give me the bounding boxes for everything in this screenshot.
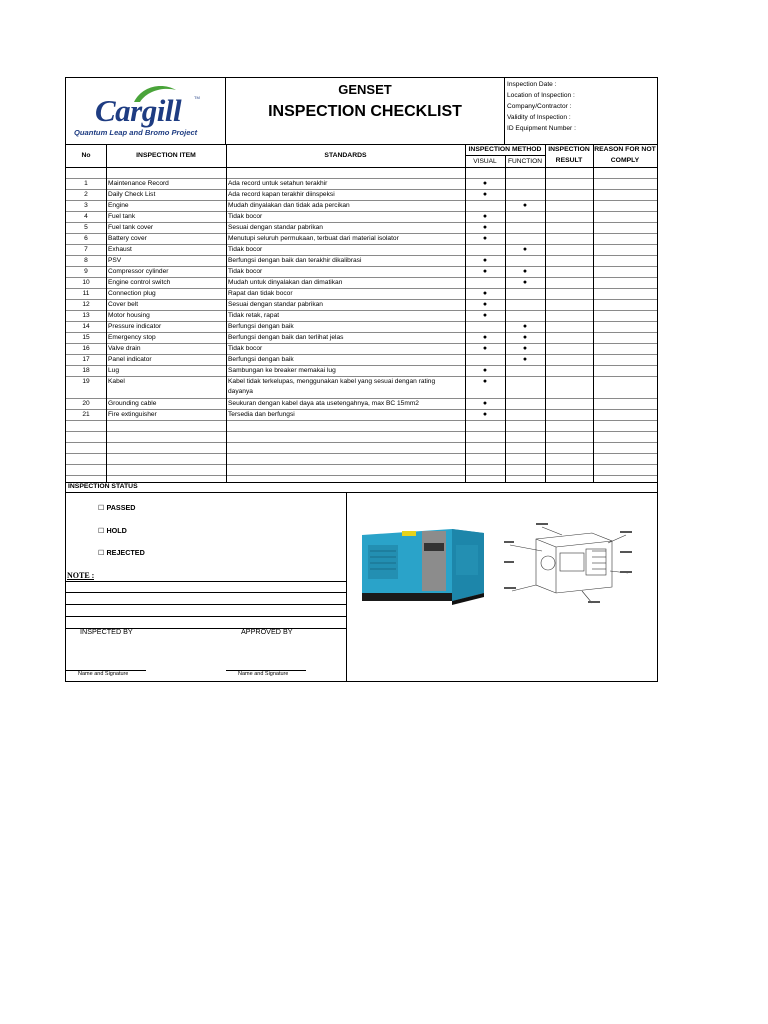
row-number: 21 [82, 411, 90, 418]
row-standard: Sesuai dengan standar pabrikan [228, 224, 323, 231]
row-standard: Berfungsi dengan baik dan terakhir dikalibrasi [228, 257, 362, 264]
col-inspection-item: INSPECTION ITEM [136, 152, 196, 159]
inspected-name-signature: Name and Signature [78, 671, 129, 677]
row-function-mark: ● [522, 334, 528, 341]
col-reason-1: REASON FOR NOT [594, 146, 656, 153]
row-item: Connection plug [108, 290, 156, 297]
row-standard: Tersedia dan berfungsi [228, 411, 295, 418]
row-number: 1 [84, 180, 88, 187]
row-visual-mark: ● [482, 367, 488, 374]
row-item: Grounding cable [108, 400, 157, 407]
approved-by-label: APPROVED BY [241, 627, 293, 636]
col-function: FUNCTION [507, 158, 543, 165]
company-label: Company/Contractor : [507, 103, 572, 110]
row-number: 9 [84, 268, 88, 275]
row-number: 2 [84, 191, 88, 198]
row-item: Maintenance Record [108, 180, 169, 187]
row-function-mark: ● [522, 356, 528, 363]
rejected-label: REJECTED [106, 548, 145, 557]
row-number: 5 [84, 224, 88, 231]
row-visual-mark: ● [482, 312, 488, 319]
passed-label: PASSED [106, 503, 136, 512]
row-item: Cover belt [108, 301, 139, 308]
row-function-mark: ● [522, 323, 528, 330]
row-standard: Tidak bocor [228, 213, 263, 220]
status-option-rejected[interactable] [98, 548, 145, 557]
row-item: Valve drain [108, 345, 141, 352]
row-number: 3 [84, 202, 88, 209]
row-number: 16 [82, 345, 90, 352]
inspection-info [507, 79, 657, 134]
row-standard: Sesuai dengan standar pabrikan [228, 301, 323, 308]
row-item: Daily Check List [108, 191, 156, 198]
row-visual-mark: ● [482, 411, 488, 418]
col-standards: STANDARDS [324, 152, 367, 159]
passed-checkbox[interactable]: ☐ [98, 503, 105, 512]
row-standard: Kabel tidak terkelupas, menggunakan kabel yang sesuai dengan rating [228, 378, 436, 385]
col-reason-2: COMPLY [610, 157, 640, 164]
rejected-checkbox[interactable]: ☐ [98, 548, 105, 557]
row-standard: Berfungsi dengan baik dan terlihat jelas [228, 334, 344, 341]
row-item: Fuel tank [108, 213, 136, 220]
row-item: Kabel [108, 378, 125, 385]
col-inspection-method: INSPECTION METHOD [468, 146, 542, 153]
genset-exploded-diagram-icon [502, 521, 634, 607]
row-standard: Mudah dinyalakan dan tidak ada percikan [228, 202, 350, 209]
col-result-1: INSPECTION [548, 146, 590, 153]
row-item: Lug [108, 367, 120, 374]
hold-label: HOLD [106, 526, 127, 535]
row-number: 7 [84, 246, 88, 253]
row-number: 15 [82, 334, 90, 341]
approved-name-signature: Name and Signature [238, 671, 289, 677]
row-standard: Ada record kapan terakhir diinspeksi [228, 191, 335, 198]
row-standard: Tidak bocor [228, 246, 263, 253]
row-standard: Berfungsi dengan baik [228, 356, 294, 363]
col-no: No [81, 152, 91, 159]
row-item: Emergency stop [108, 334, 156, 341]
row-item: Engine control switch [108, 279, 171, 286]
row-item: PSV [108, 257, 122, 264]
row-function-mark: ● [522, 202, 528, 209]
row-standard: Menutupi seluruh permukaan, terbuat dari material isolator [228, 235, 399, 242]
row-number: 4 [84, 213, 88, 220]
logo-trademark: TM [194, 95, 200, 100]
row-item: Compressor cylinder [108, 268, 169, 275]
title-genset: GENSET [338, 82, 392, 97]
genset-photo [356, 521, 488, 607]
row-number: 13 [82, 312, 90, 319]
col-visual: VISUAL [473, 158, 497, 165]
row-visual-mark: ● [482, 180, 488, 187]
row-visual-mark: ● [482, 235, 488, 242]
row-standard-continued: dayanya [228, 388, 253, 395]
row-item: Motor housing [108, 312, 150, 319]
row-number: 18 [82, 367, 90, 374]
row-visual-mark: ● [482, 334, 488, 341]
row-standard: Tidak bocor [228, 345, 263, 352]
row-item: Battery cover [108, 235, 147, 242]
checklist-sheet [65, 77, 658, 682]
note-label: NOTE : [67, 571, 95, 580]
row-function-mark: ● [522, 268, 528, 275]
row-visual-mark: ● [482, 345, 488, 352]
title-checklist: INSPECTION CHECKLIST [268, 103, 462, 120]
row-number: 11 [82, 290, 90, 297]
row-standard: Tidak bocor [228, 268, 263, 275]
inspected-by-label: INSPECTED BY [80, 627, 133, 636]
row-visual-mark: ● [482, 290, 488, 297]
row-item: Exhaust [108, 246, 132, 253]
row-visual-mark: ● [482, 224, 488, 231]
inspection-status-title: INSPECTION STATUS [68, 483, 138, 490]
row-number: 19 [82, 378, 90, 385]
row-standard: Tidak retak, rapat [228, 312, 280, 319]
col-result-2: RESULT [555, 157, 583, 164]
row-visual-mark: ● [482, 268, 488, 275]
row-standard: Rapat dan tidak bocor [228, 290, 293, 297]
row-number: 14 [82, 323, 90, 330]
row-visual-mark: ● [482, 191, 488, 198]
row-item: Fuel tank cover [108, 224, 154, 231]
location-label: Location of Inspection : [507, 92, 575, 99]
row-standard: Mudah untuk dinyalakan dan dimatikan [228, 279, 343, 286]
hold-checkbox[interactable]: ☐ [98, 526, 105, 535]
row-standard: Berfungsi dengan baik [228, 323, 294, 330]
row-function-mark: ● [522, 345, 528, 352]
logo-subtitle: Quantum Leap and Bromo Project [74, 128, 198, 137]
row-item: Pressure indicator [108, 323, 162, 330]
row-function-mark: ● [522, 246, 528, 253]
row-item: Fire extinguisher [108, 411, 157, 418]
row-item: Engine [108, 202, 129, 209]
row-function-mark: ● [522, 279, 528, 286]
row-visual-mark: ● [482, 378, 488, 385]
row-number: 17 [82, 356, 90, 363]
cargill-logo [72, 80, 224, 144]
validity-label: Validity of Inspection : [507, 114, 571, 121]
row-number: 10 [82, 279, 90, 286]
equipment-id-label: ID Equipment Number : [507, 125, 576, 132]
row-number: 20 [82, 400, 90, 407]
row-standard: Sambungan ke breaker memakai lug [228, 367, 336, 374]
row-number: 8 [84, 257, 88, 264]
row-number: 12 [82, 301, 90, 308]
inspection-date-label: Inspection Date : [507, 81, 557, 88]
logo-wordmark: Cargill [95, 93, 182, 128]
row-visual-mark: ● [482, 213, 488, 220]
status-option-passed[interactable] [98, 503, 135, 512]
row-visual-mark: ● [482, 301, 488, 308]
row-item: Panel indicator [108, 356, 152, 363]
row-standard: Seukuran dengan kabel daya ata usetengahnya, max BC 15mm2 [228, 400, 419, 407]
row-number: 6 [84, 235, 88, 242]
status-option-hold[interactable] [98, 526, 127, 535]
row-visual-mark: ● [482, 257, 488, 264]
row-standard: Ada record untuk setahun terakhir [228, 180, 328, 187]
row-visual-mark: ● [482, 400, 488, 407]
